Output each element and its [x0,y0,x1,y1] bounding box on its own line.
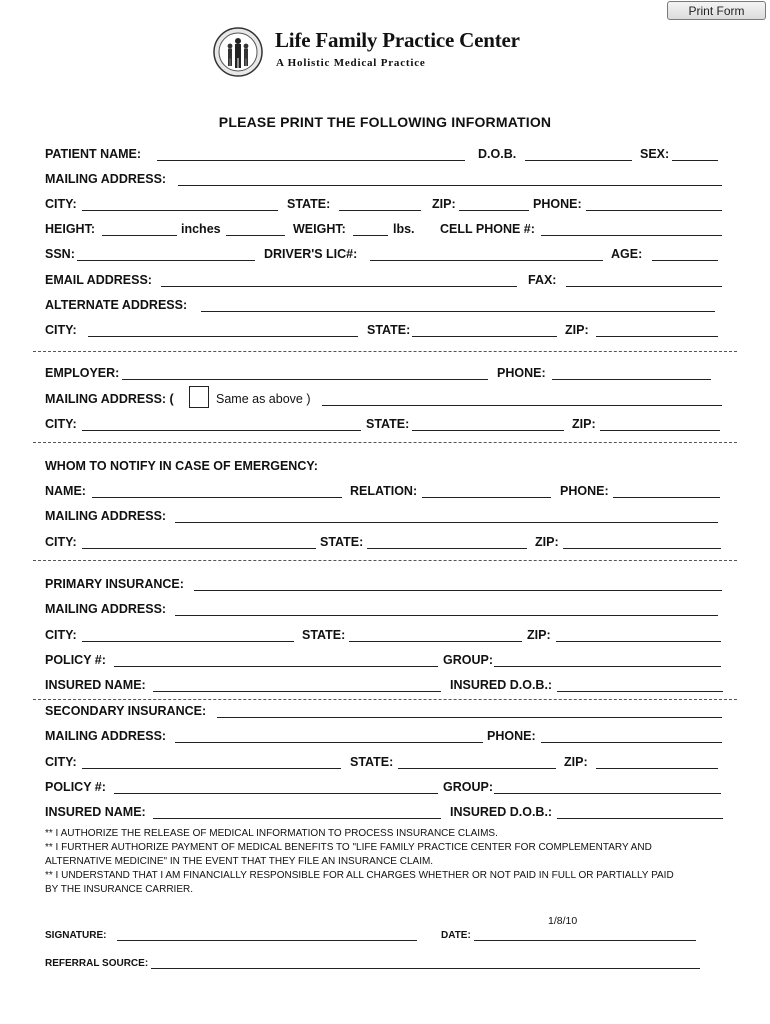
secondary-zip-label: ZIP: [564,755,588,769]
secondary-state-label: STATE: [350,755,394,769]
employer-city-field[interactable] [82,416,361,431]
alt-zip-field[interactable] [596,322,718,337]
primary-insured-row [0,677,770,697]
dob-label: D.O.B. [478,147,517,161]
primary-mailing-row [0,601,770,621]
employer-row [0,365,770,385]
secondary-insured-label: INSURED NAME: [45,805,146,819]
primary-insured-dob-field[interactable] [557,677,723,692]
inches-field[interactable] [226,221,285,236]
age-field[interactable] [652,246,718,261]
drivers-lic-field[interactable] [370,246,603,261]
primary-insured-dob-label: INSURED D.O.B.: [450,678,553,692]
age-label: AGE: [611,247,643,261]
zip-label: ZIP: [432,197,456,211]
employer-mailing-field[interactable] [322,391,722,406]
patient-mailing-row [0,171,770,191]
secondary-insured-dob-label: INSURED D.O.B.: [450,805,553,819]
alt-state-field[interactable] [412,322,557,337]
dob-field[interactable] [525,146,632,161]
secondary-mailing-label: MAILING ADDRESS: [45,729,167,743]
primary-city-field[interactable] [82,627,294,642]
primary-zip-label: ZIP: [527,628,551,642]
secondary-mailing-row [0,728,770,748]
date-label: DATE: [441,930,471,941]
secondary-insured-dob-field[interactable] [557,804,723,819]
secondary-insured-row [0,804,770,824]
employer-field[interactable] [122,365,488,380]
emergency-name-label: NAME: [45,484,86,498]
primary-group-field[interactable] [494,652,721,667]
weight-label: WEIGHT: [293,222,346,236]
alt-state-label: STATE: [367,323,411,337]
lbs-label: lbs. [393,222,415,236]
alternate-address-label: ALTERNATE ADDRESS: [45,298,188,312]
primary-state-label: STATE: [302,628,346,642]
primary-mailing-label: MAILING ADDRESS: [45,602,167,616]
secondary-phone-label: PHONE: [487,729,536,743]
referral-source-label: REFERRAL SOURCE: [45,958,149,969]
employer-city-label: CITY: [45,417,77,431]
ssn-field[interactable] [77,246,255,261]
secondary-insurance-label: SECONDARY INSURANCE: [45,704,207,718]
emergency-mailing-label: MAILING ADDRESS: [45,509,167,523]
signature-label: SIGNATURE: [45,930,107,941]
employer-mailing-label: MAILING ADDRESS: ( [45,392,174,406]
section-divider [33,699,737,700]
primary-insurance-row [0,576,770,596]
patient-name-field[interactable] [157,146,465,161]
primary-policy-label: POLICY #: [45,653,106,667]
note-line: ALTERNATIVE MEDICINE" IN THE EVENT THAT THEY FILE AN INSURANCE CLAIM. [45,856,434,867]
patient-email-row [0,272,770,292]
employer-state-label: STATE: [366,417,410,431]
city-label: CITY: [45,197,77,211]
note-line: ** I UNDERSTAND THAT I AM FINANCIALLY RESPONSIBLE FOR ALL CHARGES WHETHER OR NOT PAID IN FULL OR PARTIALLY PAID [45,870,674,881]
employer-phone-field[interactable] [552,365,711,380]
alt-zip-label: ZIP: [565,323,589,337]
org-name: Life Family Practice Center [275,28,520,52]
same-as-above-checkbox[interactable] [189,386,209,408]
sex-label: SEX: [640,147,670,161]
secondary-mailing-field[interactable] [175,728,483,743]
phone-label: PHONE: [533,197,582,211]
inches-label: inches [181,222,221,236]
fax-label: FAX: [528,273,557,287]
patient-city-row [0,196,770,216]
patient-height-row [0,221,770,241]
cell-phone-field[interactable] [541,221,722,236]
emergency-heading-row [0,458,770,478]
primary-zip-field[interactable] [556,627,721,642]
emergency-city-row [0,534,770,554]
emergency-name-row [0,483,770,503]
secondary-city-field[interactable] [82,754,341,769]
primary-city-label: CITY: [45,628,77,642]
height-label: HEIGHT: [45,222,95,236]
employer-zip-label: ZIP: [572,417,596,431]
date-field[interactable] [474,926,696,941]
height-field[interactable] [102,221,177,236]
employer-city-row [0,416,770,436]
relation-label: RELATION: [350,484,418,498]
referral-source-field[interactable] [151,954,700,969]
secondary-policy-row [0,779,770,799]
employer-label: EMPLOYER: [45,366,120,380]
state-field[interactable] [339,196,421,211]
emergency-zip-label: ZIP: [535,535,559,549]
emergency-city-label: CITY: [45,535,77,549]
form-date-stamp: 1/8/10 [548,915,578,927]
emergency-zip-field[interactable] [563,534,721,549]
primary-state-field[interactable] [349,627,522,642]
emergency-heading: WHOM TO NOTIFY IN CASE OF EMERGENCY: [45,459,318,473]
secondary-group-label: GROUP: [443,780,493,794]
drivers-lic-label: DRIVER'S LIC#: [264,247,358,261]
primary-group-label: GROUP: [443,653,493,667]
email-field[interactable] [161,272,517,287]
zip-field[interactable] [459,196,529,211]
employer-state-field[interactable] [412,416,564,431]
secondary-city-row [0,754,770,774]
section-divider [33,442,737,443]
print-form-button[interactable]: Print Form [667,1,766,20]
primary-policy-field[interactable] [114,652,438,667]
patient-ssn-row [0,246,770,266]
secondary-city-label: CITY: [45,755,77,769]
emergency-mailing-row [0,508,770,528]
cell-phone-label: CELL PHONE #: [440,222,535,236]
note-line: ** I FURTHER AUTHORIZE PAYMENT OF MEDICAL BENEFITS TO "LIFE FAMILY PRACTICE CENTER FOR COMPLEMENTARY AND [45,842,652,853]
secondary-phone-field[interactable] [541,728,722,743]
patient-city2-row [0,322,770,342]
employer-zip-field[interactable] [600,416,720,431]
secondary-policy-label: POLICY #: [45,780,106,794]
emergency-city-field[interactable] [82,534,316,549]
employer-mailing-row [0,391,770,411]
family-logo-icon [213,27,263,77]
primary-city-row [0,627,770,647]
email-label: EMAIL ADDRESS: [45,273,152,287]
weight-field[interactable] [353,221,388,236]
section-divider [33,560,737,561]
alt-city-label: CITY: [45,323,77,337]
emergency-state-field[interactable] [367,534,527,549]
patient-name-label: PATIENT NAME: [45,147,142,161]
patient-alt-address-row [0,297,770,317]
relation-field[interactable] [422,483,551,498]
fax-field[interactable] [566,272,722,287]
secondary-zip-field[interactable] [596,754,718,769]
patient-name-row [0,146,770,166]
note-line: ** I AUTHORIZE THE RELEASE OF MEDICAL INFORMATION TO PROCESS INSURANCE CLAIMS. [45,828,498,839]
emergency-mailing-field[interactable] [175,508,718,523]
alternate-address-field[interactable] [201,297,715,312]
primary-insurance-label: PRIMARY INSURANCE: [45,577,184,591]
signature-field[interactable] [117,926,417,941]
primary-policy-row [0,652,770,672]
emergency-phone-label: PHONE: [560,484,609,498]
secondary-insurance-row [0,703,770,723]
primary-insurance-field[interactable] [194,576,722,591]
sex-field[interactable] [672,146,718,161]
alt-city-field[interactable] [88,322,358,337]
mailing-address-field[interactable] [178,171,722,186]
primary-mailing-field[interactable] [175,601,718,616]
primary-insured-field[interactable] [153,677,441,692]
secondary-policy-field[interactable] [114,779,438,794]
employer-phone-label: PHONE: [497,366,546,380]
emergency-phone-field[interactable] [613,483,720,498]
emergency-name-field[interactable] [92,483,342,498]
note-line: BY THE INSURANCE CARRIER. [45,884,193,895]
form-title: PLEASE PRINT THE FOLLOWING INFORMATION [218,114,552,130]
phone-field[interactable] [586,196,722,211]
same-as-above-label: Same as above ) [216,392,311,406]
secondary-group-field[interactable] [494,779,721,794]
secondary-state-field[interactable] [398,754,556,769]
emergency-state-label: STATE: [320,535,364,549]
org-tagline: A Holistic Medical Practice [276,57,426,69]
secondary-insurance-field[interactable] [217,703,722,718]
city-field[interactable] [82,196,278,211]
authorization-notes [45,827,725,897]
state-label: STATE: [287,197,331,211]
primary-insured-label: INSURED NAME: [45,678,146,692]
secondary-insured-field[interactable] [153,804,441,819]
mailing-address-label: MAILING ADDRESS: [45,172,167,186]
ssn-label: SSN: [45,247,75,261]
section-divider [33,351,737,352]
